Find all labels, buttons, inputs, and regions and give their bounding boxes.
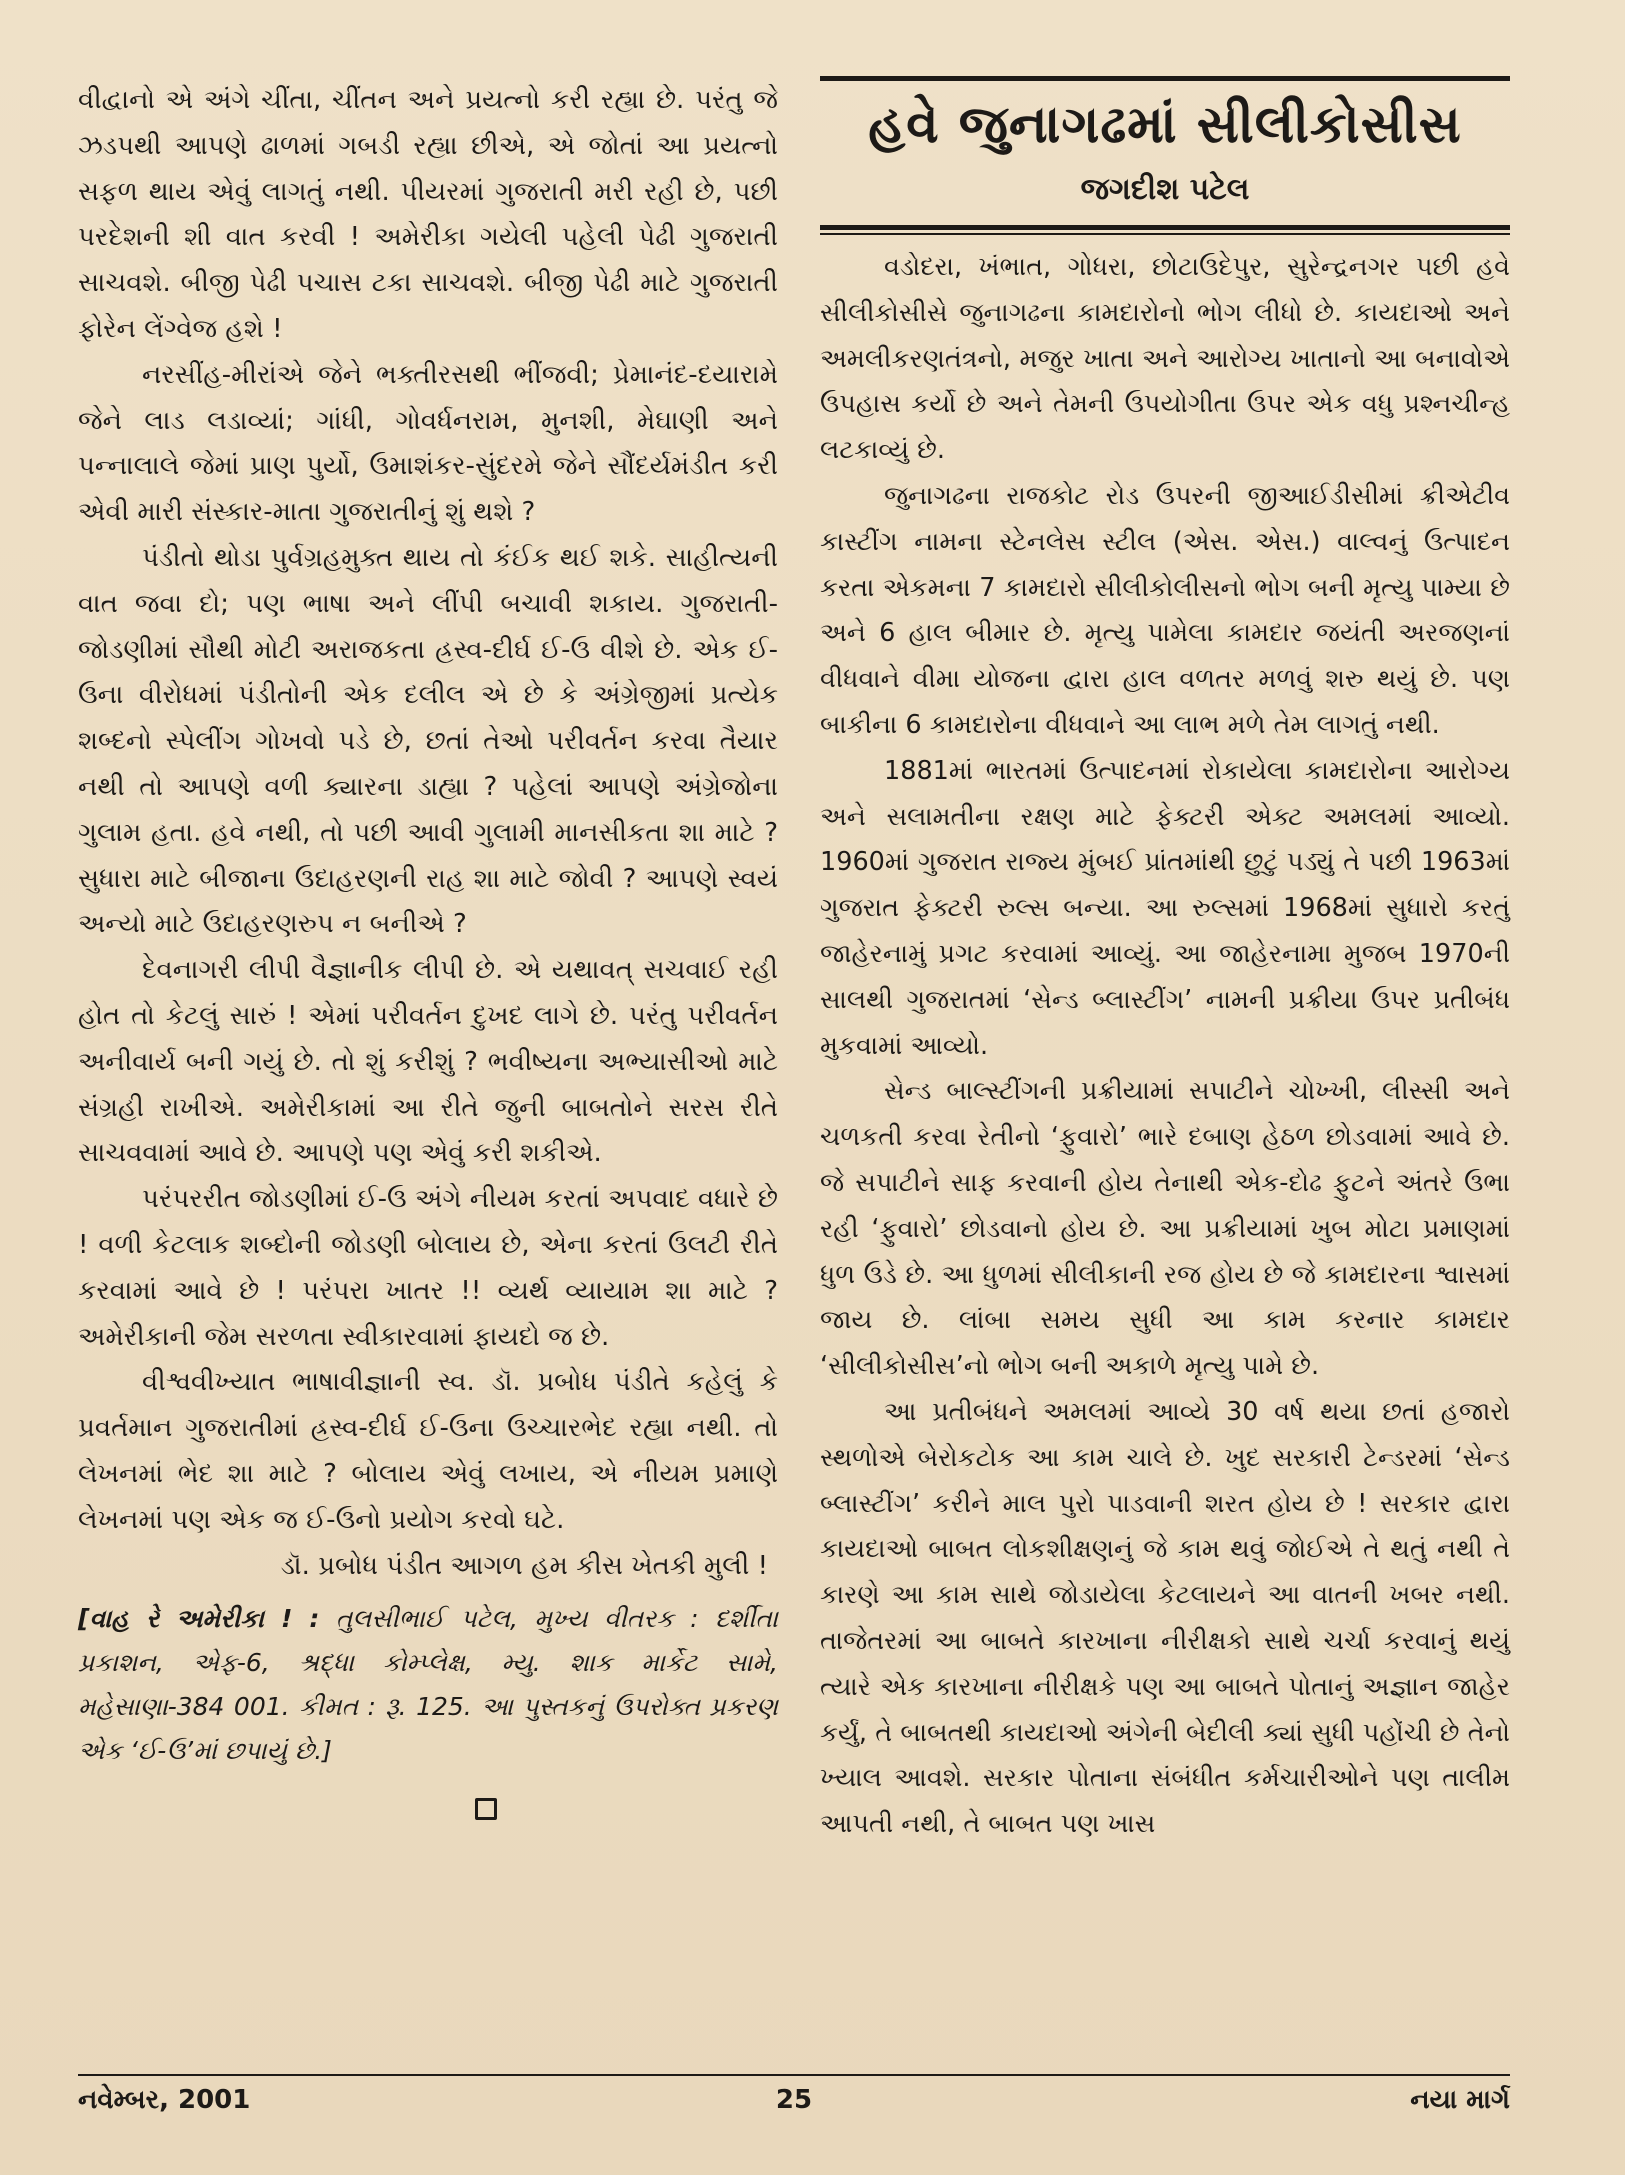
left-column [78, 78, 778, 1820]
header-top-rule [820, 76, 1510, 81]
footer-date: નવેમ્બર, 2001 [78, 2085, 251, 2115]
article-author: જગદીશ પટેલ [1080, 172, 1250, 207]
book-citation [78, 1597, 778, 1773]
right-paragraph-1: વડોદરા, ખંભાત, ગોધરા, છોટાઉદેપુર, સુરેન્દ્રનગર પછી હવે સીલીકોસીસે જુનાગઢના કામદારોનો ભોગ લીધો છે. કાયદાઓ અને અમલીકરણતંત્રનો, મજુર ખાતા અને આરોગ્ય ખાતાનો આ બનાવોએ ઉપહાસ કર્યો છે અને તેમની ઉપયોગીતા ઉપર એક વધુ પ્રશ્નચીન્હ લટકાવ્યું છે. [820, 252, 1510, 466]
article-header [820, 76, 1510, 235]
citation-title: [વાહ રે અમેરીકા ! : [78, 1604, 320, 1634]
left-paragraph-3: પંડીતો થોડા પુર્વગ્રહમુક્ત થાય તો કંઈક થઈ શકે. સાહીત્યની વાત જવા દો; પણ ભાષા અને લીંપી બચાવી શકાય. ગુજરાતી-જોડણીમાં સૌથી મોટી અરાજકતા હ્રસ્વ-દીર્ઘ ઈ-ઉ વીશે છે. એક ઈ-ઉના વીરોધમાં પંડીતોની એક દલીલ એ છે કે અંગ્રેજીમાં પ્રત્યેક શબ્દનો સ્પેલીંગ ગોખવો પડે છે, છતાં તેઓ પરીવર્તન કરવા તૈયાર નથી તો આપણે વળી ક્યારના ડાહ્યા ? પહેલાં આપણે અંગ્રેજોના ગુલામ હતા. હવે નથી, તો પછી આવી ગુલામી માનસીકતા શા માટે ? સુધારા માટે બીજાના ઉદાહરણની રાહ શા માટે જોવી ? આપણે સ્વયં અન્યો માટે ઉદાહરણરુપ ન બનીએ ? [78, 542, 778, 940]
article-title: હવે જુનાગઢમાં સીલીકોસીસ [868, 95, 1462, 155]
right-paragraph-4: સેન્ડ બાલ્સ્ટીંગની પ્રક્રીયામાં સપાટીને ચોખ્ખી, લીસ્સી અને ચળકતી કરવા રેતીનો ‘ફુવારો’ ભારે દબાણ હેઠળ છોડવામાં આવે છે. જે સપાટીને સાફ કરવાની હોય તેનાથી એક-દોઢ ફુટને અંતરે ઉભા રહી ‘ફુવારો’ છોડવાનો હોય છે. આ પ્રક્રીયામાં ખુબ મોટા પ્રમાણમાં ધુળ ઉડે છે. આ ધુળમાં સીલીકાની રજ હોય છે જે કામદારના શ્વાસમાં જાય છે. લાંબા સમય સુધી આ કામ કરનાર કામદાર ‘સીલીકોસીસ’નો ભોગ બની અકાળે મૃત્યુ પામે છે. [820, 1076, 1510, 1382]
end-of-article-icon [475, 1798, 497, 1820]
page-footer [78, 2080, 1510, 2120]
left-paragraph-1: વીદ્વાનો એ અંગે ચીંતા, ચીંતન અને પ્રયત્નો કરી રહ્યા છે. પરંતુ જે ઝડપથી આપણે ઢાળમાં ગબડી રહ્યા છીએ, એ જોતાં આ પ્રયત્નો સફળ થાય એવું લાગતું નથી. પીયરમાં ગુજરાતી મરી રહી છે, પછી પરદેશની શી વાત કરવી ! અમેરીકા ગયેલી પહેલી પેઢી ગુજરાતી સાચવશે. બીજી પેઢી પચાસ ટકા સાચવશે. બીજી પેઢી માટે ગુજરાતી ફોરેન લેંગ્વેજ હશે ! [78, 85, 778, 344]
closing-line: ડૉ. પ્રબોધ પંડીત આગળ હમ કીસ ખેતકી મુલી ! [280, 1550, 768, 1581]
header-bottom-thin-rule [820, 233, 1510, 235]
publication-name: નયા માર્ગ [1410, 2085, 1510, 2115]
left-paragraph-2: નરસીંહ-મીરાંએ જેને ભક્તીરસથી ભીંજવી; પ્રેમાનંદ-દયારામે જેને લાડ લડાવ્યાં; ગાંધી, ગોવર્ધનરામ, મુનશી, મેઘાણી અને પન્નાલાલે જેમાં પ્રાણ પુર્યો, ઉમાશંકર-સુંદરમે જેને સૌંદર્યમંડીત કરી એવી મારી સંસ્કાર-માતા ગુજરાતીનું શું થશે ? [78, 359, 778, 528]
right-paragraph-3: 1881માં ભારતમાં ઉત્પાદનમાં રોકાયેલા કામદારોના આરોગ્ય અને સલામતીના રક્ષણ માટે ફેક્ટરી એક્ટ અમલમાં આવ્યો. 1960માં ગુજરાત રાજ્ય મુંબઈ પ્રાંતમાંથી છુટું પડ્યું તે પછી 1963માં ગુજરાત ફેક્ટરી રુલ્સ બન્યા. આ રુલ્સમાં 1968માં સુધારો કરતું જાહેરનામું પ્રગટ કરવામાં આવ્યું. આ જાહેરનામા મુજબ 1970ની સાલથી ગુજરાતમાં ‘સેન્ડ બ્લાસ્ટીંગ’ નામની પ્રક્રીયા ઉપર પ્રતીબંધ મુકવામાં આવ્યો. [820, 755, 1510, 1061]
page-number: 25 [775, 2085, 813, 2115]
left-paragraph-6: વીશ્વવીખ્યાત ભાષાવીજ્ઞાની સ્વ. ડૉ. પ્રબોધ પંડીતે કહેલું કે પ્રવર્તમાન ગુજરાતીમાં હ્રસ્વ-દીર્ઘ ઈ-ઉના ઉચ્ચારભેદ રહ્યા નથી. તો લેખનમાં ભેદ શા માટે ? બોલાય એવું લખાય, એ નીયમ પ્રમાણે લેખનમાં પણ એક જ ઈ-ઉનો પ્રયોગ કરવો ઘટે. [78, 1367, 778, 1535]
right-paragraph-2: જુનાગઢના રાજકોટ રોડ ઉપરની જીઆઈડીસીમાં ક્રીએટીવ કાસ્ટીંગ નામના સ્ટેનલેસ સ્ટીલ (એસ. એસ.) વાલ્વનું ઉત્પાદન કરતા એકમના 7 કામદારો સીલીકોલીસનો ભોગ બની મૃત્યુ પામ્યા છે અને 6 હાલ બીમાર છે. મૃત્યુ પામેલા કામદાર જયંતી અરજણનાં વીધવાને વીમા યોજના દ્વારા હાલ વળતર મળવું શરુ થયું છે. પણ બાકીના 6 કામદારોના વીધવાને આ લાભ મળે તેમ લાગતું નથી. [820, 480, 1510, 740]
left-paragraph-4: દેવનાગરી લીપી વૈજ્ઞાનીક લીપી છે. એ યથાવત્ સચવાઈ રહી હોત તો કેટલું સારું ! એમાં પરીવર્તન દુખદ લાગે છે. પરંતુ પરીવર્તન અનીવાર્ય બની ગયું છે. તો શું કરીશું ? ભવીષ્યના અભ્યાસીઓ માટે સંગ્રહી રાખીએ. અમેરીકામાં આ રીતે જુની બાબતોને સરસ રીતે સાચવવામાં આવે છે. આપણે પણ એવું કરી શકીએ. [78, 955, 778, 1169]
right-column [820, 76, 1510, 1848]
header-bottom-rule [820, 225, 1510, 230]
left-paragraph-5: પરંપરરીત જોડણીમાં ઈ-ઉ અંગે નીયમ કરતાં અપવાદ વધારે છે ! વળી કેટલાક શબ્દોની જોડણી બોલાય છે, એના કરતાં ઉલટી રીતે કરવામાં આવે છે ! પરંપરા ખાતર !! વ્યર્થ વ્યાયામ શા માટે ? અમેરીકાની જેમ સરળતા સ્વીકારવામાં ફાયદો જ છે. [78, 1184, 778, 1352]
right-paragraph-5: આ પ્રતીબંધને અમલમાં આવ્યે 30 વર્ષ થયા છતાં હજારો સ્થળોએ બેરોકટોક આ કામ ચાલે છે. ખુદ સરકારી ટેન્ડરમાં ‘સેન્ડ બ્લાસ્ટીંગ’ કરીને માલ પુરો પાડવાની શરત હોય છે ! સરકાર દ્વારા કાયદાઓ બાબત લોકશીક્ષણનું જે કામ થવું જોઈએ તે થતું નથી તે કારણે આ કામ સાથે જોડાયેલા કેટલાયને આ વાતની ખબર નથી. તાજેતરમાં આ બાબતે કારખાના નીરીક્ષકો સાથે ચર્ચા કરવાનું થયું ત્યારે એક કારખાના નીરીક્ષકે પણ આ બાબતે પોતાનું અજ્ઞાન જાહેર કર્યું, તે બાબતથી કાયદાઓ અંગેની બેદીલી ક્યાં સુધી પહોંચી છે તેનો ખ્યાલ આવશે. સરકાર પોતાના સંબંધીત કર્મચારીઓને પણ તાલીમ આપતી નથી, તે બાબત પણ ખાસ [820, 1396, 1510, 1840]
citation-body: તુલસીભાઈ પટેલ, મુખ્ય વીતરક : દર્શીતા પ્રકાશન, એફ-6, શ્રદ્ધા કોમ્પ્લેક્ષ, મ્યુ. શાક માર્કેટ સામે, મહેસાણા-384 001. કીમત : રૂ. 125. આ પુસ્તકનું ઉપરોક્ત પ્રકરણ એક ‘ઈ-ઉ’માં છપાયું છે.] [78, 1604, 778, 1766]
footer-rule [78, 2074, 1510, 2076]
